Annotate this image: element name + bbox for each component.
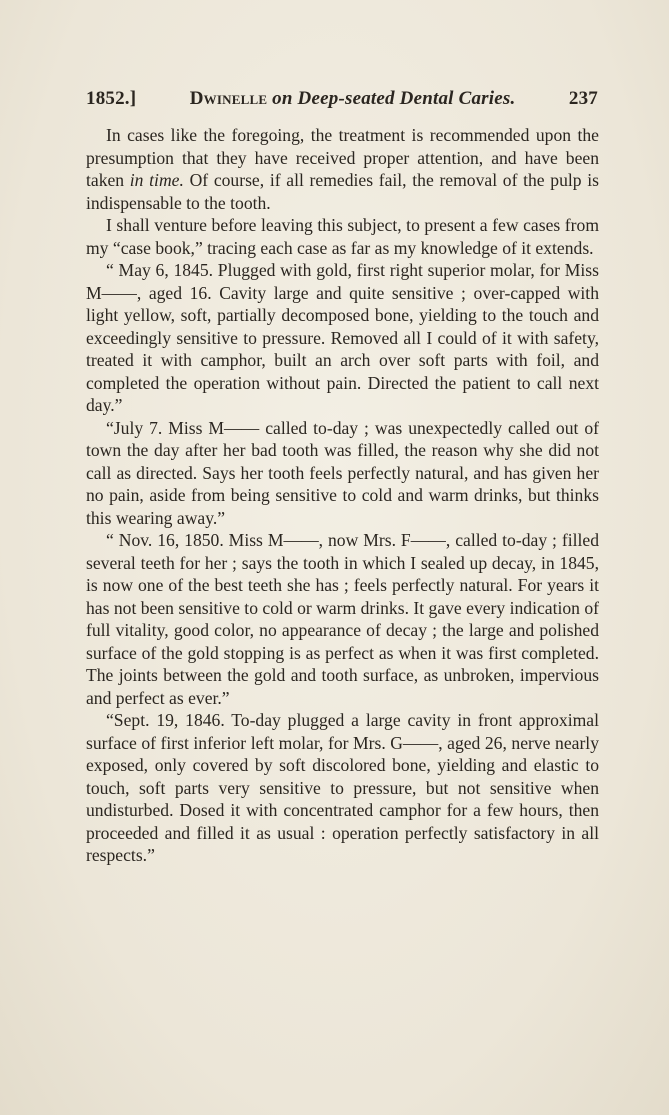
page-number: 237 (568, 88, 598, 109)
paragraph-1-text-a: In cases like the foregoing, the treatment is recommended upon the presumption that they have received proper attention, and have been taken (86, 125, 599, 190)
case-entry-nov-1850: “ Nov. 16, 1850. Miss M——, now Mrs. F——, called to-day ; filled several teeth for her ; says the tooth in which I sealed up decay, in 1845, is now one of the best teeth she has ; feels perfectly natural. For years it has not been sensitive to cold or warm drinks. It gave every indication of full vitality, good color, no appearance of decay ; the large and polished surface of the gold stopping is as perfect as when it was first completed. The joints between the gold and tooth surface, as unbroken, impervious and perfect as ever.” (86, 530, 600, 708)
paragraph-1 (86, 124, 599, 214)
running-title (190, 88, 516, 110)
running-head (86, 88, 598, 114)
case-entry-sept-1846: “Sept. 19, 1846. To-day plugged a large cavity in front approximal surface of first inferior left molar, for Mrs. G——, aged 26, nerve nearly exposed, only covered by soft discolored bone, yielding and elastic to touch, soft parts very sensitive to pressure, but not sensitive when undisturbed. Dosed it with concentrated camphor for a few hours, then proceeded and filled it as usual : operation perfectly satisfactory in all respects.” (86, 710, 599, 865)
case-entry-may-1845: “ May 6, 1845. Plugged with gold, first right superior molar, for Miss M——, aged 16. Cavity large and quite sensitive ; over-capped with light yellow, soft, partially decomposed bone, yielding to the touch and exceedingly sensitive to pressure. Removed all I could of it with safety, treated it with camphor, built an arch over soft parts with foil, and completed the operation without pain. Directed the patient to call next day.” (86, 260, 599, 415)
paragraph-1-emphasis: in time. (129, 170, 184, 190)
paragraph-2: I shall venture before leaving this subject, to present a few cases from my “case book,” tracing each case as far as my knowledge of it extends. (86, 215, 599, 258)
author-name: Dwinelle (189, 88, 268, 109)
case-entry-july-1845: “July 7. Miss M—— called to-day ; was unexpectedly called out of town the day after her bad tooth was filled, the reason why she did not call as directed. Says her tooth feels perfectly natural, and has given her no pain, aside from being sensitive to cold and warm drinks, but thinks this wearing away.” (86, 417, 599, 528)
body-text (86, 124, 599, 867)
journal-year: 1852.] (86, 88, 137, 109)
paragraph-1-text-b: Of course, if all remedies fail, the removal of the pulp is indispensable to the tooth. (86, 170, 600, 213)
article-title: on Deep-seated Dental Caries. (272, 88, 516, 109)
